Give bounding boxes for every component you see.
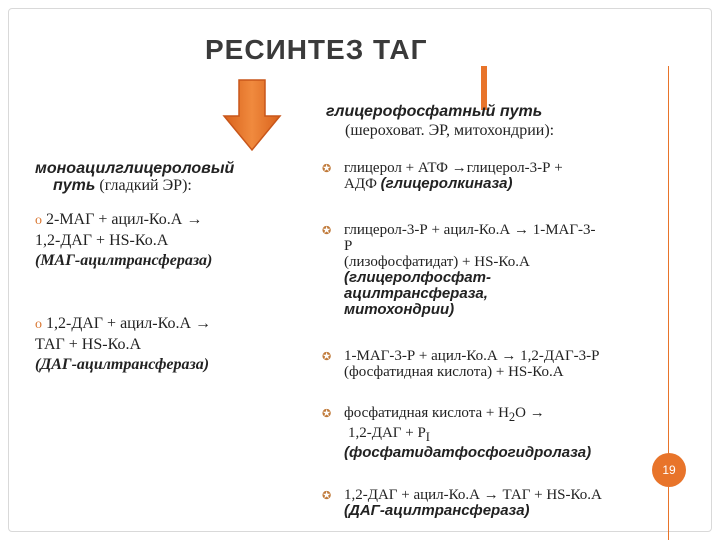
- bullet-icon: o: [35, 213, 42, 228]
- left-heading-rest: (гладкий ЭР):: [95, 177, 192, 194]
- diamond-bullet-icon: ✪: [322, 351, 332, 363]
- right-item-4-l1: [344, 405, 591, 425]
- right-item-5-text: [344, 487, 602, 519]
- left-step-1: [35, 210, 212, 271]
- right-item-1-l2a: АДФ: [344, 176, 381, 192]
- bullet-icon: o: [35, 317, 42, 332]
- left-step-1-enzyme: (МАГ-ацилтрансфераза): [35, 252, 213, 269]
- left-step-1-text1: 2-МАГ + ацил-Ко.А →: [46, 211, 203, 228]
- right-item-4-l2a: 1,2-ДАГ + Р: [348, 425, 426, 441]
- right-item-2-l4: (глицеролфосфат-: [344, 269, 491, 286]
- diamond-bullet-icon: ✪: [322, 163, 332, 175]
- monoacylglycerol-heading: [35, 160, 234, 194]
- right-item-4-enzyme: (фосфатидатфосфогидролаза): [344, 444, 592, 461]
- page-number: 19: [652, 453, 686, 487]
- left-heading-bold: моноацилглицероловый: [35, 160, 235, 177]
- right-item-3-l1: 1-МАГ-3-Р + ацил-Ко.А → 1,2-ДАГ-3-Р: [344, 348, 600, 364]
- glycerophosphate-heading: глицерофосфатный путь: [326, 103, 543, 120]
- right-item-1-enzyme: (глицеролкиназа): [380, 175, 513, 192]
- left-heading-line2: [35, 177, 192, 194]
- right-item-1-l1: глицерол + АТФ →глицерол-3-Р +: [344, 160, 563, 176]
- right-item-3-l2: (фосфатидная кислота) + HS-Ко.А: [344, 364, 564, 380]
- right-item-4-l1b: О →: [515, 405, 545, 421]
- diamond-bullet-icon: ✪: [322, 225, 332, 237]
- left-step-1-line1: [35, 210, 212, 231]
- right-item-4-sub: 2: [508, 410, 516, 424]
- right-item-2-text: [344, 222, 596, 318]
- right-item-2-l2: Р: [344, 238, 353, 254]
- down-arrow-icon: [222, 78, 282, 152]
- right-item-2-l1: глицерол-3-Р + ацил-Ко.А → 1-МАГ-3-: [344, 222, 596, 238]
- glycerophosphate-location: (шероховат. ЭР, митохондрии):: [345, 122, 555, 139]
- page-line: [668, 66, 669, 454]
- right-item-5-enzyme: (ДАГ-ацилтрансфераза): [344, 502, 530, 519]
- page-line-bottom: [668, 487, 669, 540]
- right-item-2-l6: митохондрии): [344, 301, 455, 318]
- left-step-2-line1: [35, 314, 211, 335]
- left-step-2-enzyme: (ДАГ-ацилтрансфераза): [35, 356, 210, 373]
- left-heading-bold2: путь: [53, 177, 96, 194]
- left-step-2-text1: 1,2-ДАГ + ацил-Ко.А →: [46, 315, 212, 332]
- right-item-3-text: [344, 348, 599, 380]
- right-item-4-l1a: фосфатидная кислота + Н: [344, 405, 509, 421]
- right-item-1-text: [344, 160, 563, 192]
- right-item-4-text: [344, 405, 591, 461]
- left-step-2-line2: ТАГ + HS-Ко.А: [35, 336, 142, 353]
- right-item-2-l5: ацилтрансфераза,: [344, 285, 488, 302]
- left-step-2: [35, 314, 211, 375]
- left-step-1-line2: 1,2-ДАГ + HS-Ко.А: [35, 232, 169, 249]
- slide-title: РЕСИНТЕЗ ТАГ: [205, 34, 428, 65]
- right-item-1-l2: [344, 176, 563, 192]
- right-item-4-l2sub: I: [425, 430, 430, 444]
- diamond-bullet-icon: ✪: [322, 490, 332, 502]
- diamond-bullet-icon: ✪: [322, 408, 332, 420]
- right-item-4-l2: [344, 425, 591, 445]
- right-item-2-l3: (лизофосфатидат) + HS-Ко.А: [344, 254, 530, 270]
- right-item-5-l1: 1,2-ДАГ + ацил-Ко.А → ТАГ + HS-Ко.А: [344, 487, 602, 503]
